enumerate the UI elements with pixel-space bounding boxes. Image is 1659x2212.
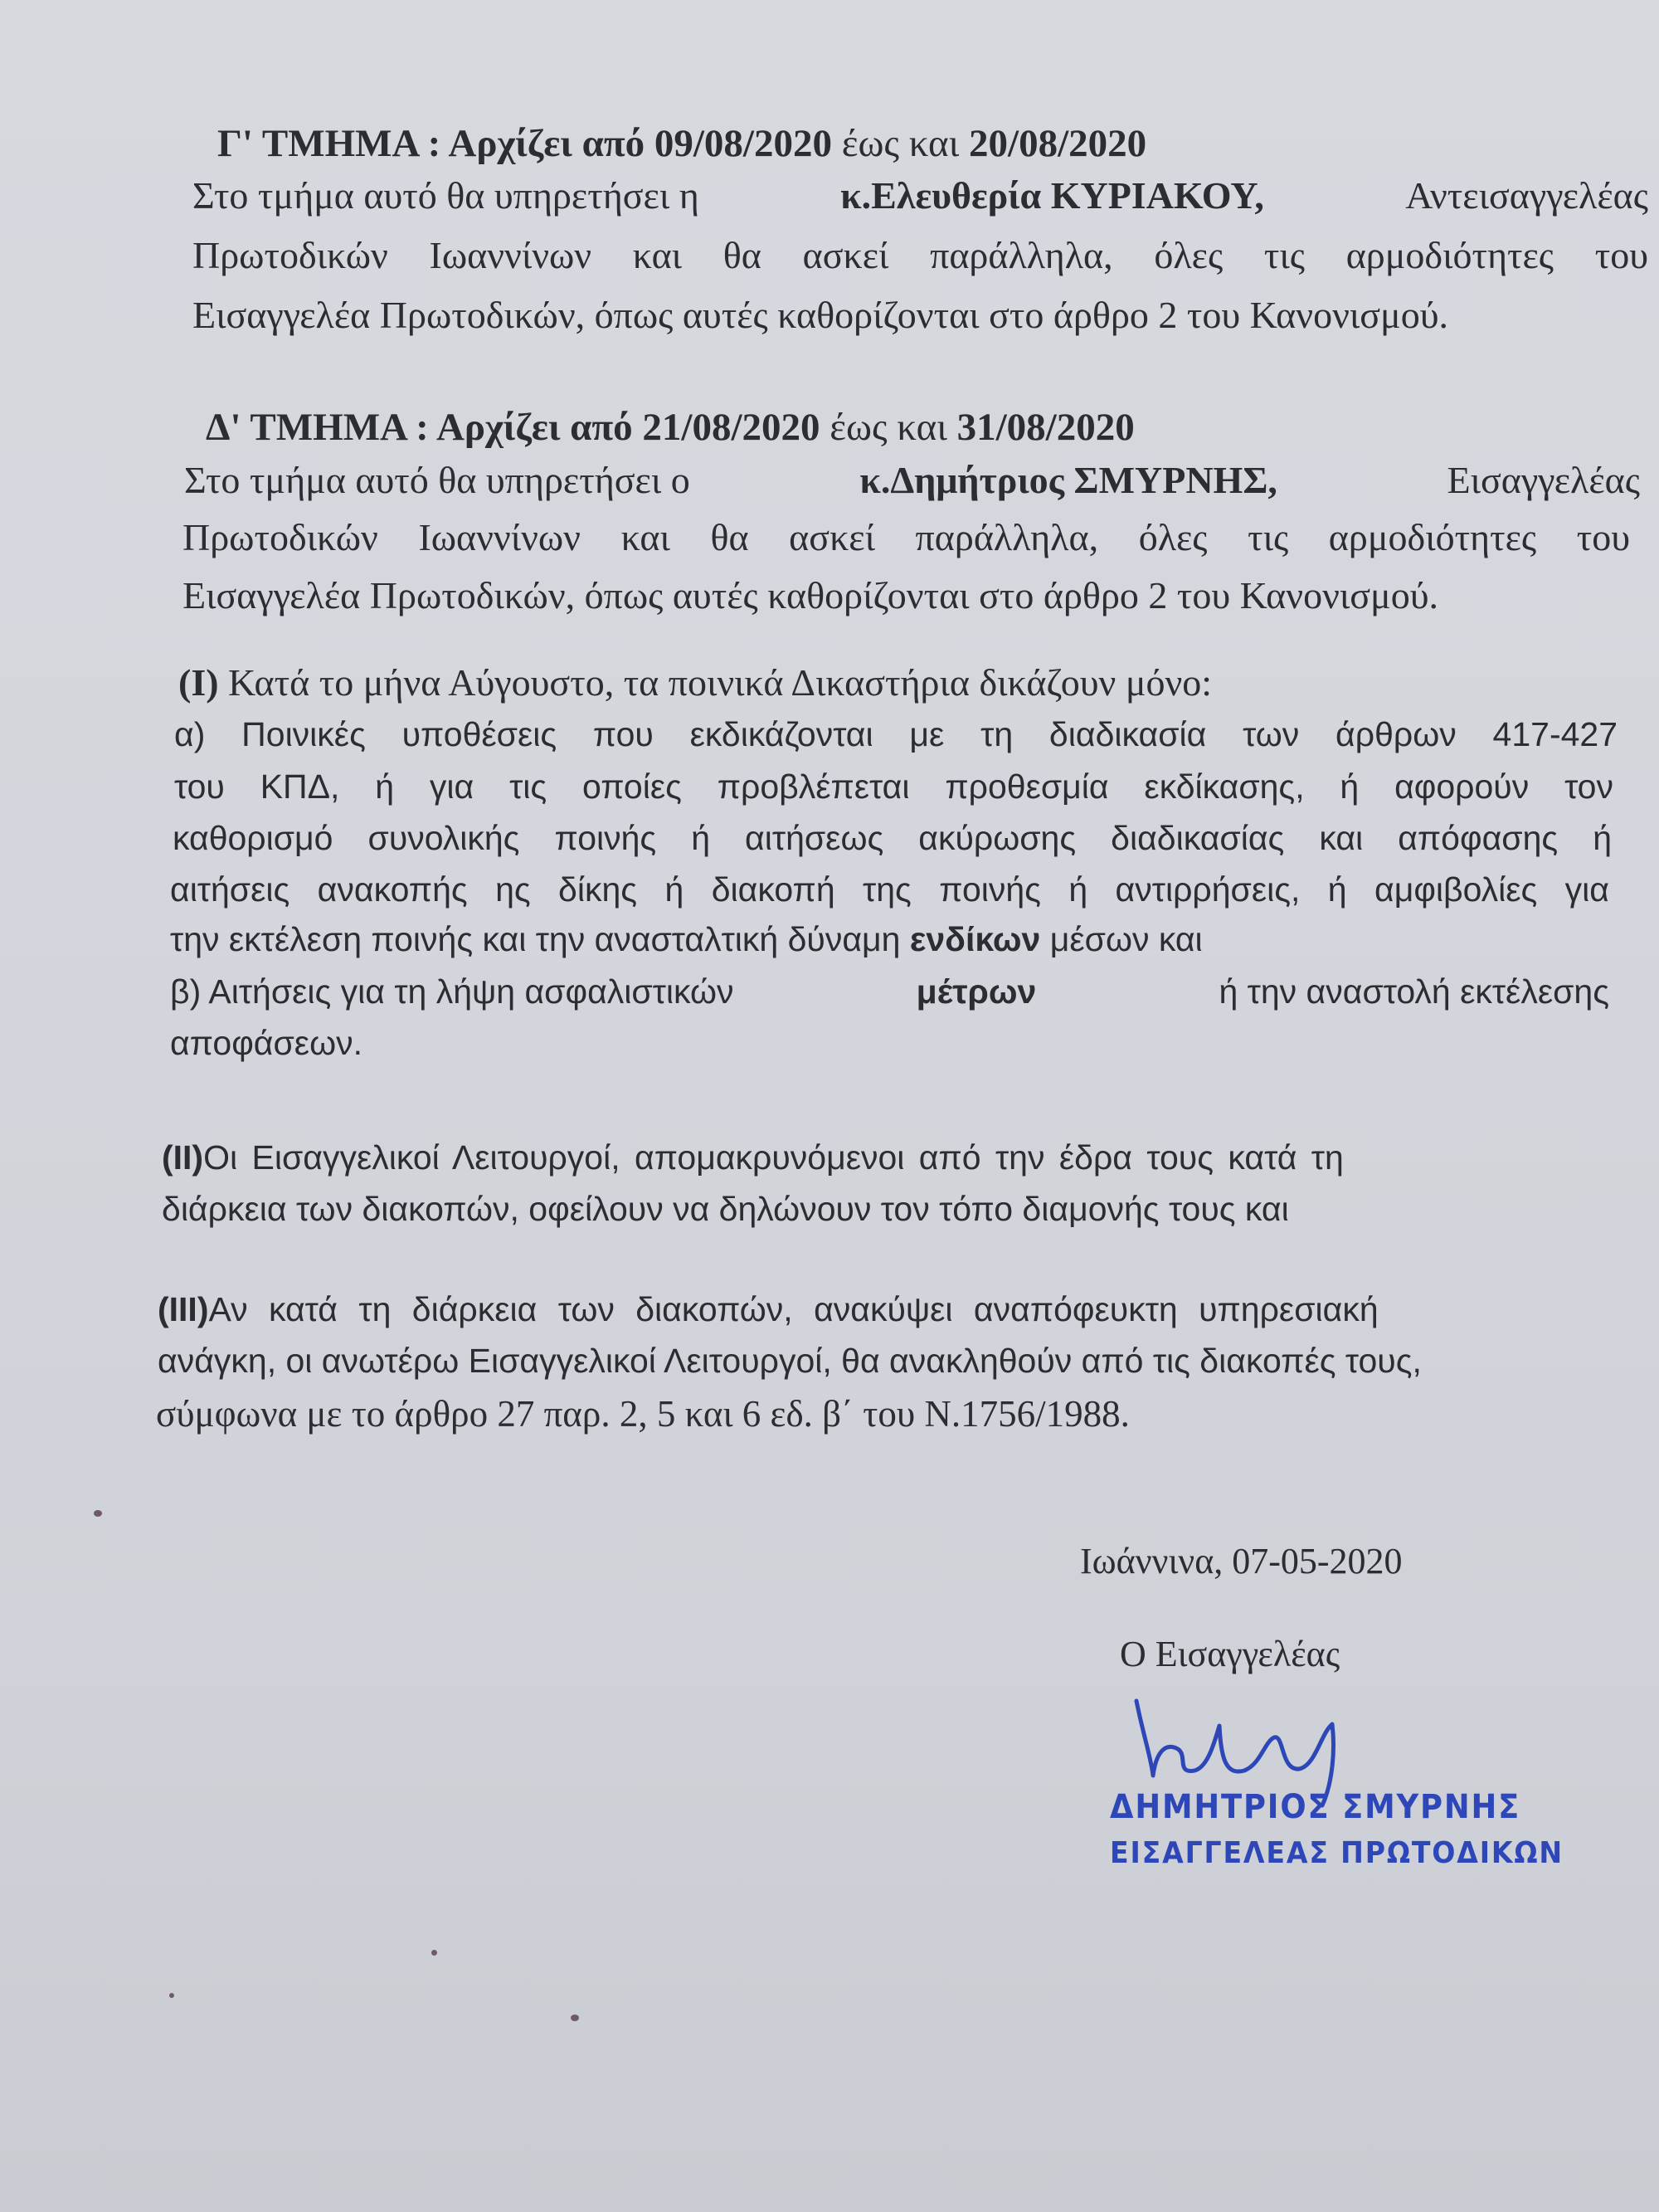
paragraph-1-a-line-1: α) Ποινικές υποθέσεις που εκδικάζονται με τη διαδικασία των άρθρων 417-427 — [174, 715, 1618, 753]
paragraph-1-a-line-2: του ΚΠΔ, ή για τις οποίες προβλέπεται προθεσμία εκδίκασης, ή αφορούν τον — [174, 767, 1613, 806]
paragraph-1-a-line-3: καθορισμό συνολικής ποινής ή αιτήσεως ακύρωσης διαδικασίας και απόφασης ή — [173, 819, 1612, 857]
section-d-line-3: Εισαγγελέα Πρωτοδικών, όπως αυτές καθορίζονται στο άρθρο 2 του Κανονισμού. — [182, 574, 1438, 616]
prosecutor-name: κ.Δημήτριος ΣΜΥΡΝΗΣ, — [859, 459, 1277, 501]
section-d-line-2: Πρωτοδικών Ιωαννίνων και θα ασκεί παράλληλα, όλες τις αρμοδιότητες του — [182, 516, 1630, 558]
section-c-line-3: Εισαγγελέα Πρωτοδικών, όπως αυτές καθορίζονται στο άρθρο 2 του Κανονισμού. — [192, 294, 1448, 336]
paragraph-3-line-1: (III)Αν κατά τη διάρκεια των διακοπών, ανακύψει αναπόφευκτη υπηρεσιακή — [158, 1290, 1379, 1328]
prosecutor-name: κ.Ελευθερία ΚΥΡΙΑΚΟΥ, — [840, 174, 1264, 217]
stamp-title: ΕΙΣΑΓΓΕΛΕΑΣ ΠΡΩΤΟΔΙΚΩΝ — [1110, 1836, 1564, 1870]
place-date: Ιωάννινα, 07-05-2020 — [1080, 1541, 1403, 1581]
section-c-line-1: Στο τμήμα αυτό θα υπηρετήσει η κ.Ελευθερία ΚΥΡΙΑΚΟΥ, Αντεισαγγελέας — [192, 174, 1648, 217]
paper-speck — [169, 1993, 174, 1998]
paragraph-3-line-3: σύμφωνα με το άρθρο 27 παρ. 2, 5 και 6 εδ. β΄ του Ν.1756/1988. — [156, 1393, 1130, 1435]
stamp-name: ΔΗΜΗΤΡΙΟΣ ΣΜΥΡΝΗΣ — [1110, 1788, 1521, 1826]
signatory-role: Ο Εισαγγελέας — [1120, 1634, 1340, 1674]
paragraph-2-line-2: διάρκεια των διακοπών, οφείλουν να δηλώνουν τον τόπο διαμονής τους και — [162, 1190, 1289, 1228]
paper-speck — [431, 1950, 437, 1956]
paragraph-1-intro: (I) Κατά το μήνα Αύγουστο, τα ποινικά Δικαστήρια δικάζουν μόνο: — [178, 661, 1213, 704]
paragraph-1-b-line-2: αποφάσεων. — [170, 1024, 362, 1062]
section-c-line-2: Πρωτοδικών Ιωαννίνων και θα ασκεί παράλληλα, όλες τις αρμοδιότητες του — [192, 234, 1648, 276]
paragraph-3-line-2: ανάγκη, οι ανωτέρω Εισαγγελικοί Λειτουργοί, θα ανακληθούν από τις διακοπές τους, — [158, 1342, 1422, 1380]
section-d-heading: Δ' ΤΜΗΜΑ : Αρχίζει από 21/08/2020 έως και 31/08/2020 — [206, 406, 1135, 449]
paragraph-2-line-1: (II)Οι Εισαγγελικοί Λειτουργοί, απομακρυνόμενοι από την έδρα τους κατά τη — [162, 1138, 1344, 1177]
section-c-heading: Γ' ΤΜΗΜΑ : Αρχίζει από 09/08/2020 έως και 20/08/2020 — [217, 122, 1147, 165]
paragraph-1-a-line-4: αιτήσεις ανακοπής ης δίκης ή διακοπή της ποινής ή αντιρρήσεις, ή αμφιβολίες για — [170, 870, 1609, 909]
paragraph-1-a-line-5: την εκτέλεση ποινής και την ανασταλτική δύναμη ενδίκων μέσων και — [170, 920, 1203, 958]
paragraph-1-b-line-1: β) Αιτήσεις για τη λήψη ασφαλιστικών μέτρων ή την αναστολή εκτέλεσης — [170, 972, 1609, 1011]
section-d-line-1: Στο τμήμα αυτό θα υπηρετήσει ο κ.Δημήτριος ΣΜΥΡΝΗΣ, Εισαγγελέας — [184, 459, 1640, 501]
paper-speck — [571, 2015, 579, 2021]
paper-speck — [94, 1510, 102, 1517]
